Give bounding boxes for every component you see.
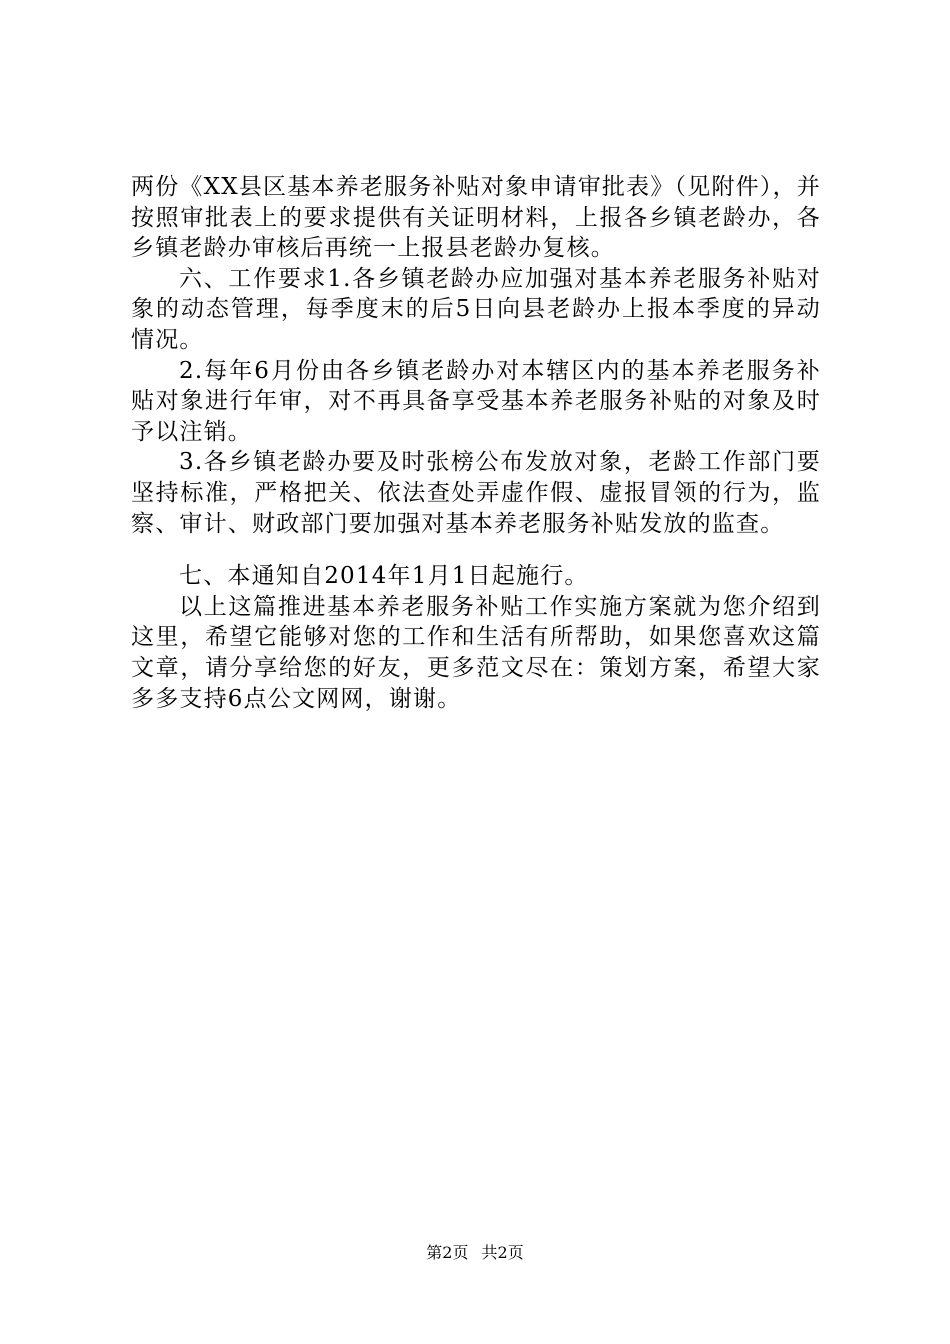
paragraph-application-form: 两份《XX县区基本养老服务补贴对象申请审批表》（见附件），并按照审批表上的要求提供有关证明材料，上报各乡镇老龄办，各乡镇老龄办审核后再统一上报县老龄办复核。 xyxy=(131,174,821,262)
page-number: 第2页 xyxy=(426,1243,469,1262)
paragraph-work-requirements: 六、工作要求1.各乡镇老龄办应加强对基本养老服务补贴对象的动态管理，每季度末的后5日向县老龄办上报本季度的异动情况。 xyxy=(131,265,821,353)
page-footer xyxy=(0,1243,950,1263)
paragraph-annual-review: 2.每年6月份由各乡镇老龄办对本辖区内的基本养老服务补贴对象进行年审，对不再具备享受基本养老服务补贴的对象及时予以注销。 xyxy=(131,357,821,445)
page-total: 共2页 xyxy=(481,1243,524,1262)
paragraph-closing-note: 以上这篇推进基本养老服务补贴工作实施方案就为您介绍到这里，希望它能够对您的工作和生活有所帮助，如果您喜欢这篇文章，请分享给您的好友，更多范文尽在：策划方案，希望大家多多支持6点公文网网，谢谢。 xyxy=(131,593,821,712)
paragraph-publication-supervision: 3.各乡镇老龄办要及时张榜公布发放对象，老龄工作部门要坚持标准，严格把关、依法查处弄虚作假、虚报冒领的行为，监察、审计、财政部门要加强对基本养老服务补贴发放的监查。 xyxy=(131,449,821,537)
document-body xyxy=(131,172,821,714)
paragraph-effective-date: 七、本通知自2014年1月1日起施行。 xyxy=(179,563,589,590)
